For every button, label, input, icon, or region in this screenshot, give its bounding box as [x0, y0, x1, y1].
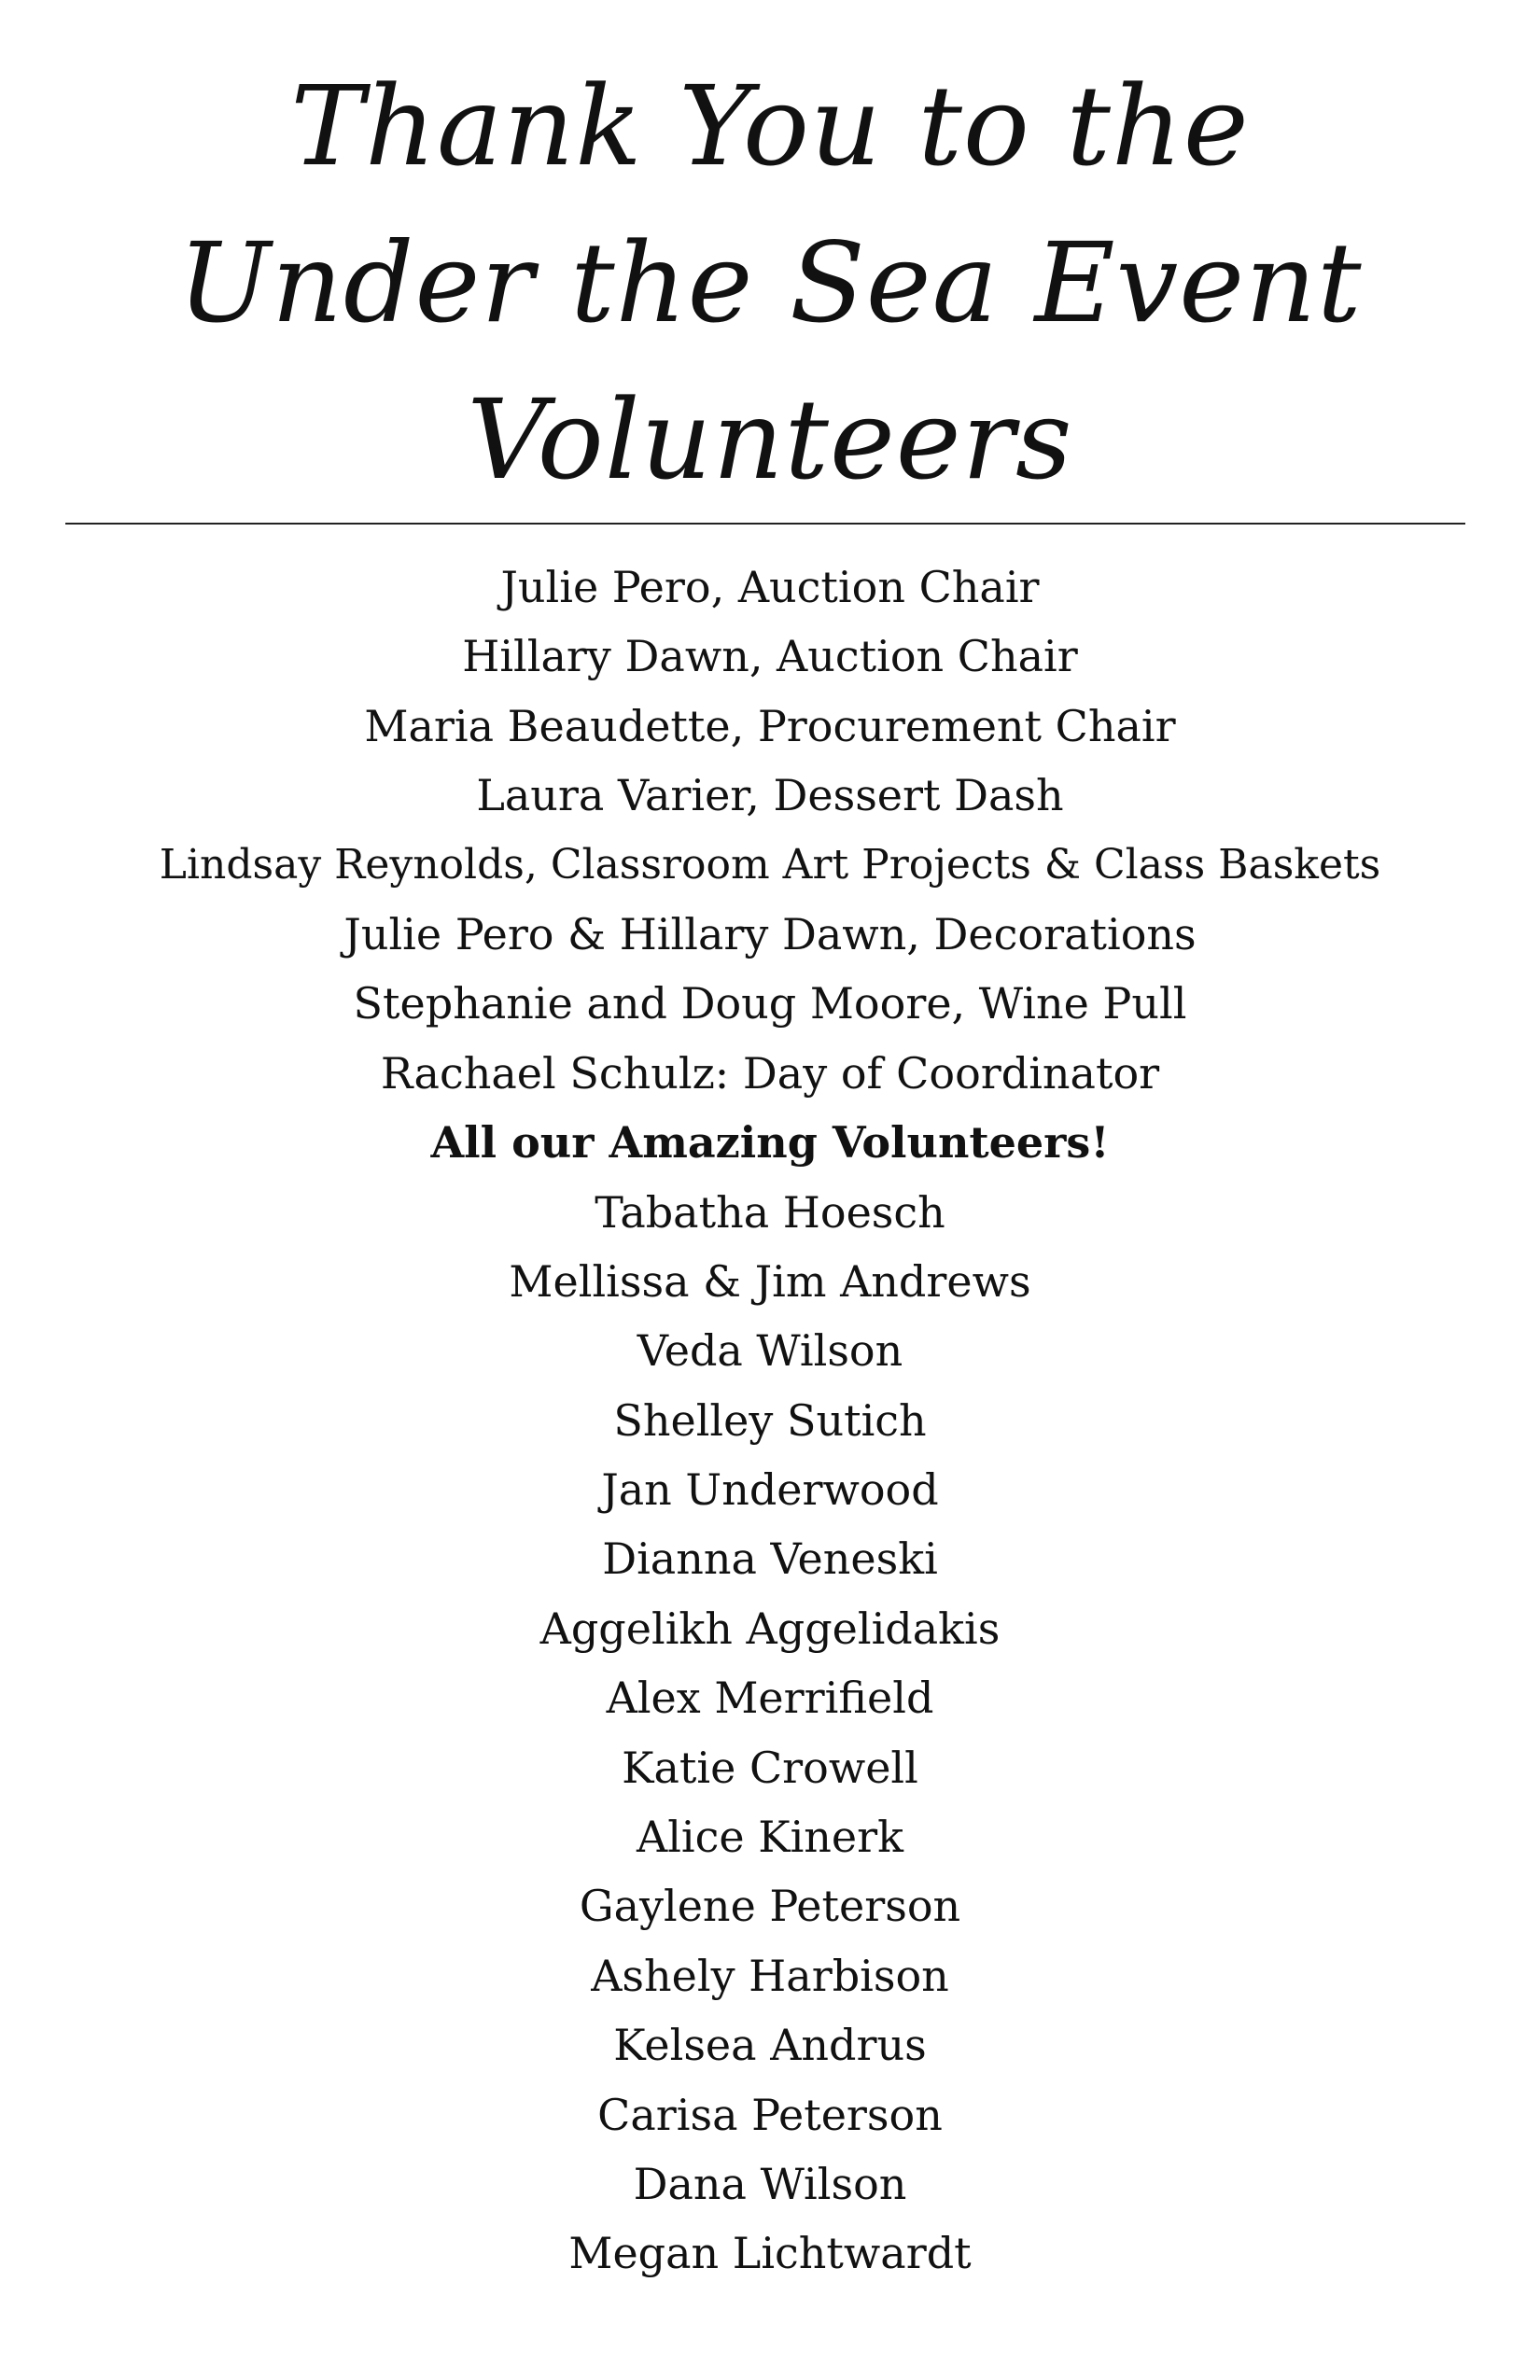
chair-item: Laura Varier, Dessert Dash: [476, 770, 1064, 821]
volunteer-item: Dana Wilson: [633, 2158, 907, 2209]
volunteer-item: Mellissa & Jim Andrews: [509, 1255, 1031, 1307]
chair-item: Maria Beaudette, Procurement Chair: [364, 700, 1176, 751]
page-title-line-3: Volunteers: [467, 375, 1073, 504]
chair-item: Julie Pero, Auction Chair: [500, 562, 1040, 612]
volunteer-item: Dianna Veneski: [602, 1533, 938, 1585]
volunteer-item: Carisa Peterson: [597, 2089, 943, 2140]
volunteer-item: Aggelikh Aggelidakis: [539, 1603, 1001, 1654]
chair-item: Lindsay Reynolds, Classroom Art Projects & Class Baskets: [159, 840, 1381, 889]
chair-item: Rachael Schulz: Day of Coordinator: [380, 1047, 1160, 1099]
volunteer-item: Jan Underwood: [601, 1464, 939, 1516]
page-title-line-1: Thank You to the: [290, 62, 1250, 190]
volunteer-item: Alice Kinerk: [636, 1812, 904, 1863]
volunteers-heading: All our Amazing Volunteers!: [430, 1117, 1110, 1169]
volunteer-list: [0, 553, 1540, 2289]
volunteer-item: Megan Lichtwardt: [568, 2228, 972, 2279]
page-title-line-2: Under the Sea Event: [177, 218, 1363, 347]
volunteer-item: Kelsea Andrus: [613, 2020, 927, 2071]
volunteer-item: Shelley Sutich: [613, 1394, 927, 1446]
volunteer-item: Katie Crowell: [622, 1742, 918, 1793]
title-divider: [65, 523, 1465, 525]
volunteer-item: Tabatha Hoesch: [595, 1186, 945, 1238]
volunteer-item: Alex Merrifield: [606, 1673, 934, 1724]
chair-item: Hillary Dawn, Auction Chair: [462, 631, 1078, 682]
chair-item: Stephanie and Doug Moore, Wine Pull: [353, 978, 1187, 1029]
volunteer-item: Veda Wilson: [637, 1325, 903, 1377]
volunteer-item: Ashely Harbison: [591, 1950, 949, 2001]
volunteer-item: Gaylene Peterson: [579, 1881, 961, 1932]
chair-item: Julie Pero & Hillary Dawn, Decorations: [343, 908, 1197, 959]
